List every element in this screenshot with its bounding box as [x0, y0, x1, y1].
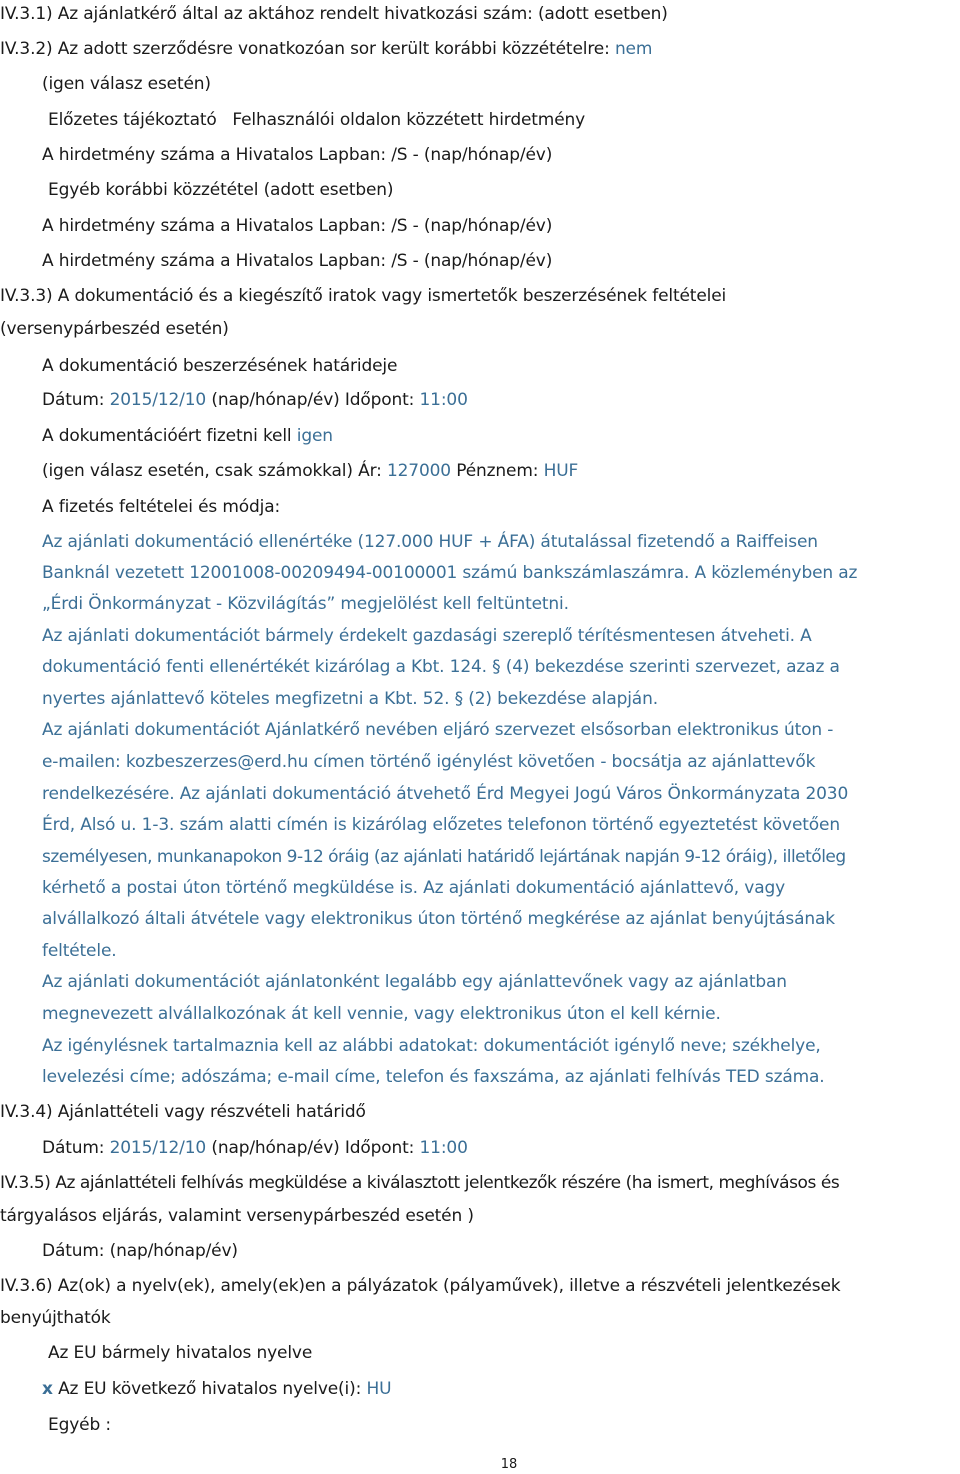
section-iv-3-6-title: IV.3.6) Az(ok) a nyelv(ek), amely(ek)en a pályázatok (pályaművek), illetve a részvételi jelentkezések	[0, 1276, 841, 1296]
selected-mark: x	[42, 1379, 53, 1399]
terms-line: dokumentáció fenti ellenértékét kizárólag a Kbt. 124. § (4) bekezdése szerinti szervezet, azaz a	[42, 657, 840, 677]
terms-line: e-mailen: kozbeszerzes@erd.hu címen történő igénylést követően - bocsátja az ajánlattevők	[42, 752, 816, 772]
doc-date-value: 2015/12/10	[109, 390, 207, 410]
terms-line: kérhető a postai úton történő megküldése is. Az ajánlati dokumentáció ajánlattevő, vagy	[42, 878, 786, 898]
doc-deadline-date: Dátum: 2015/12/10 (nap/hónap/év) Időpont: 11:00	[42, 390, 468, 410]
page-number: 18	[500, 1457, 518, 1472]
terms-line: Az igénylésnek tartalmaznia kell az alábbi adatokat: dokumentációt igénylő neve; székhelye,	[42, 1036, 821, 1056]
terms-line: nyertes ajánlattevő köteles megfizetni a Kbt. 52. § (2) bekezdése alapján.	[42, 689, 658, 709]
terms-line: Az ajánlati dokumentáció ellenértéke (127.000 HUF + ÁFA) átutalással fizetendő a Raiffeisen	[42, 532, 818, 552]
yes-answer-note: (igen válasz esetén)	[42, 74, 211, 94]
terms-line: alvállalkozó általi átvétele vagy elektronikus úton történő megkérése az ajánlat benyújtásának	[42, 909, 835, 929]
doc-currency-value: HUF	[543, 461, 579, 481]
notice-number-line-1: A hirdetmény száma a Hivatalos Lapban: /S - (nap/hónap/év)	[42, 145, 553, 165]
terms-line: „Érdi Önkormányzat - Közvilágítás” megjelölést kell feltüntetni.	[42, 594, 569, 614]
bid-date-value: 2015/12/10	[109, 1138, 207, 1158]
terms-line: rendelkezésére. Az ajánlati dokumentáció átvehető Érd Megyei Jogú Város Önkormányzata 2030	[42, 784, 849, 804]
terms-line: személyesen, munkanapokon 9-12 óráig (az ajánlati határidő lejártának napján 9-12 óráig), illetőleg	[42, 847, 846, 867]
doc-payment-value: igen	[296, 426, 333, 446]
doc-deadline-label: A dokumentáció beszerzésének határideje	[42, 356, 398, 376]
prior-notice-line: Előzetes tájékoztató Felhasználói oldalon közzétett hirdetmény	[48, 110, 586, 130]
terms-line: Az ajánlati dokumentációt ajánlatonként legalább egy ajánlattevőnek vagy az ajánlatban	[42, 972, 787, 992]
terms-line: Az ajánlati dokumentációt bármely érdekelt gazdasági szereplő térítésmentesen átveheti. A	[42, 626, 812, 646]
section-iv-3-1: IV.3.1) Az ajánlatkérő által az aktához rendelt hivatkozási szám: (adott esetben)	[0, 4, 668, 24]
section-iv-3-5-title: IV.3.5) Az ajánlattételi felhívás megküldése a kiválasztott jelentkezők részére (ha ismert, meghívásos és	[0, 1173, 840, 1193]
invitation-date: Dátum: (nap/hónap/év)	[42, 1241, 238, 1261]
terms-line: Az ajánlati dokumentációt Ajánlatkérő nevében eljáró szervezet elsősorban elektronikus úton -	[42, 720, 834, 740]
payment-terms-label: A fizetés feltételei és módja:	[42, 497, 281, 517]
any-eu-language: Az EU bármely hivatalos nyelve	[48, 1343, 313, 1363]
section-iv-3-4-title: IV.3.4) Ajánlattételi vagy részvételi határidő	[0, 1102, 366, 1122]
section-iv-3-3-title: IV.3.3) A dokumentáció és a kiegészítő iratok vagy ismertetők beszerzésének feltételei	[0, 286, 727, 306]
other-language: Egyéb :	[48, 1415, 111, 1435]
doc-payment-required: A dokumentációért fizetni kell igen	[42, 426, 333, 446]
terms-line: feltétele.	[42, 941, 117, 961]
terms-line: levelezési címe; adószáma; e-mail címe, telefon és faxszáma, az ajánlati felhívás TED száma.	[42, 1067, 825, 1087]
terms-line: megnevezett alvállalkozónak át kell vennie, vagy elektronikus úton el kell kérnie.	[42, 1004, 721, 1024]
doc-price-value: 127000	[386, 461, 451, 481]
notice-number-line-2: A hirdetmény száma a Hivatalos Lapban: /S - (nap/hónap/év)	[42, 216, 553, 236]
terms-line: Banknál vezetett 12001008-00209494-00100001 számú bankszámlaszámra. A közleményben az	[42, 563, 858, 583]
language-value: HU	[366, 1379, 392, 1399]
section-iv-3-2: IV.3.2) Az adott szerződésre vonatkozóan sor került korábbi közzétételre: nem	[0, 39, 653, 59]
following-eu-languages: x Az EU következő hivatalos nyelve(i): HU	[42, 1379, 392, 1399]
section-iv-3-5-subtitle: tárgyalásos eljárás, valamint versenypárbeszéd esetén )	[0, 1206, 474, 1226]
bid-time-value: 11:00	[419, 1138, 468, 1158]
bid-deadline-date: Dátum: 2015/12/10 (nap/hónap/év) Időpont: 11:00	[42, 1138, 468, 1158]
other-prior-publication: Egyéb korábbi közzététel (adott esetben)	[48, 180, 394, 200]
terms-line: Érd, Alsó u. 1-3. szám alatti címén is kizárólag előzetes telefonon történő egyeztetést követően	[42, 815, 840, 835]
section-iv-3-6-subtitle: benyújthatók	[0, 1308, 111, 1328]
doc-time-value: 11:00	[419, 390, 468, 410]
doc-price-line: (igen válasz esetén, csak számokkal) Ár: 127000 Pénznem: HUF	[42, 461, 579, 481]
notice-number-line-3: A hirdetmény száma a Hivatalos Lapban: /S - (nap/hónap/év)	[42, 251, 553, 271]
section-iv-3-3-subtitle: (versenypárbeszéd esetén)	[0, 319, 229, 339]
prior-publication-value: nem	[614, 39, 653, 59]
